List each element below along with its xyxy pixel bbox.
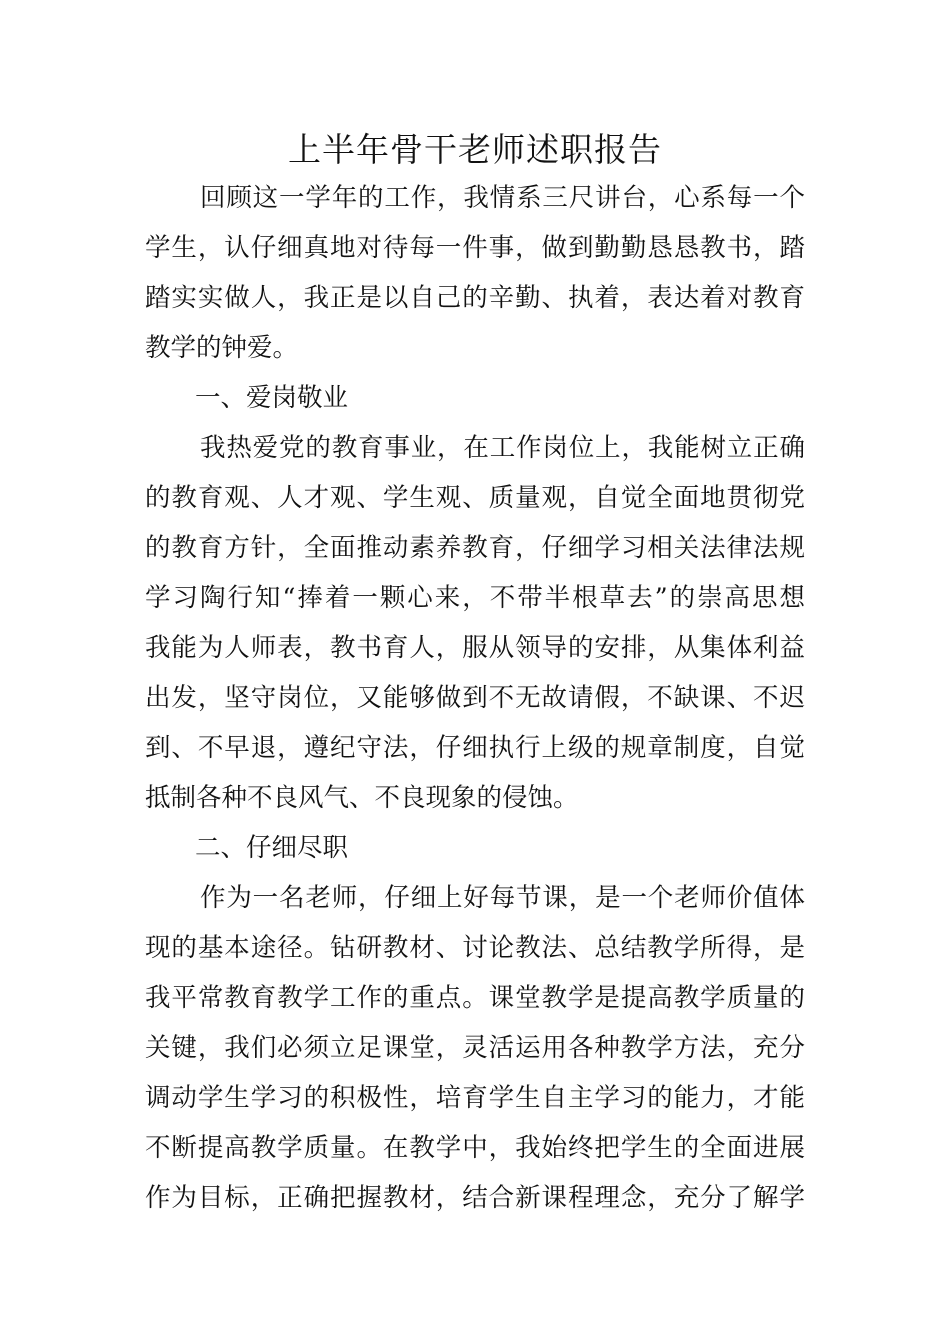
section-heading: 一、爱岗敬业 xyxy=(195,383,349,413)
paragraph-line: 出发，坚守岗位，又能够做到不无故请假，不缺课、不迟 xyxy=(145,683,805,713)
paragraph-line: 不断提高教学质量。在教学中，我始终把学生的全面进展 xyxy=(145,1133,805,1163)
paragraph-line: 作为目标，正确把握教材，结合新课程理念，充分了解学 xyxy=(145,1183,805,1213)
paragraph-line: 教学的钟爱。 xyxy=(145,333,299,363)
paragraph-line: 我热爱党的教育事业，在工作岗位上，我能树立正确 xyxy=(200,433,805,463)
section-heading: 二、仔细尽职 xyxy=(195,833,349,863)
paragraph-line: 的教育观、人才观、学生观、质量观，自觉全面地贯彻党 xyxy=(145,483,805,513)
paragraph-line: 踏实实做人，我正是以自己的辛勤、执着，表达着对教育 xyxy=(145,283,805,313)
paragraph-line: 回顾这一学年的工作，我情系三尺讲台，心系每一个 xyxy=(200,183,805,213)
paragraph-line: 调动学生学习的积极性，培育学生自主学习的能力，才能 xyxy=(145,1083,805,1113)
paragraph-line: 抵制各种不良风气、不良现象的侵蚀。 xyxy=(145,783,579,813)
paragraph-line: 的教育方针，全面推动素养教育，仔细学习相关法律法规 xyxy=(145,533,805,563)
document-title: 上半年骨干老师述职报告 xyxy=(288,130,662,169)
paragraph-line: 学习陶行知“捧着一颗心来，不带半根草去”的崇高思想 xyxy=(145,583,805,613)
paragraph-line: 关键，我们必须立足课堂，灵活运用各种教学方法，充分 xyxy=(145,1033,805,1063)
paragraph-line: 我平常教育教学工作的重点。课堂教学是提高教学质量的 xyxy=(145,983,805,1013)
paragraph-line: 到、不早退，遵纪守法，仔细执行上级的规章制度，自觉 xyxy=(145,733,805,763)
paragraph-line: 作为一名老师，仔细上好每节课，是一个老师价值体 xyxy=(200,883,805,913)
paragraph-line: 我能为人师表，教书育人，服从领导的安排，从集体利益 xyxy=(145,633,805,663)
paragraph-line: 现的基本途径。钻研教材、讨论教法、总结教学所得，是 xyxy=(145,933,805,963)
paragraph-line: 学生，认仔细真地对待每一件事，做到勤勤恳恳教书，踏 xyxy=(145,233,805,263)
